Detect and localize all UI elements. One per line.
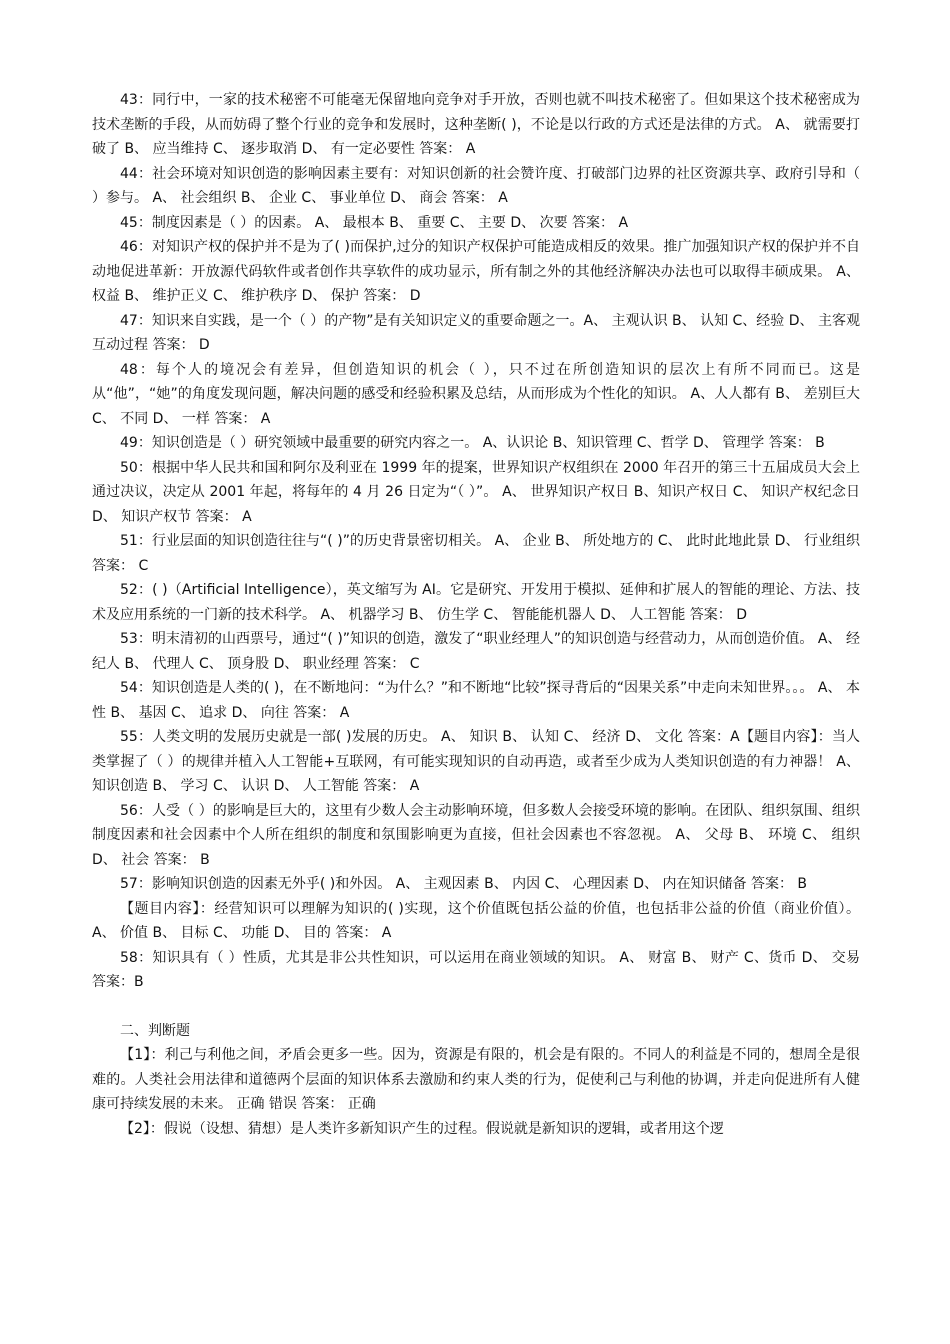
question-48: 48：每个人的境况会有差异，但创造知识的机会（ ），只不过在所创造知识的层次上有所不同而已。这是从“他”，“她”的角度发现问题，解决问题的感受和经验积累及总结，从而形成为个性化的知识。 A、人人都有 B、 差别巨大 C、 不同 D、 一样 答案： A <box>92 361 860 427</box>
question-56: 56：人受（ ）的影响是巨大的，这里有少数人会主动影响环境，但多数人会接受环境的影响。在团队、组织氛围、组织制度因素和社会因素中个人所在组织的制度和氛围影响更为直接，但社会因素也不容忽视。 A、 父母 B、 环境 C、 组织 D、 社会 答案： B <box>92 802 860 868</box>
question-50: 50：根据中华人民共和国和阿尔及利亚在 1999 年的提案，世界知识产权组织在 2000 年召开的第三十五届成员大会上通过决议，决定从 2001 年起，将每年的 4 月 26 日定为“（ ）”。 A、 世界知识产权日 B、知识产权日 C、 知识产权纪念日 D、 知识产权节 答案： A <box>92 459 860 525</box>
question-43: 43：同行中，一家的技术秘密不可能毫无保留地向竞争对手开放，否则也就不叫技术秘密了。但如果这个技术秘密成为技术垄断的手段，从而妨碍了整个行业的竞争和发展时，这种垄断( )，不论是以行政的方式还是法律的方式。 A、 就需要打破了 B、 应当维持 C、 逐步取消 D、 有一定必要性 答案： A <box>92 92 860 157</box>
section-heading-true-false: 二、判断题 <box>120 1022 190 1039</box>
question-57: 57：影响知识创造的因素无外乎( )和外因。 A、 主观因素 B、 内因 C、 心理因素 D、 内在知识储备 答案： B <box>120 876 808 892</box>
question-45: 45：制度因素是（ ）的因素。 A、 最根本 B、 重要 C、 主要 D、 次要 答案： A <box>120 214 629 231</box>
question-58: 58：知识具有（ ）性质，尤其是非公共性知识，可以运用在商业领域的知识。 A、 财富 B、 财产 C、货币 D、 交易 答案：B <box>92 949 860 990</box>
question-47: 47：知识来自实践，是一个（ ）的产物”是有关知识定义的重要命题之一。A、 主观认识 B、 认知 C、经验 D、 主客观互动过程 答案： D <box>92 312 860 353</box>
document-page <box>92 88 860 1141</box>
judgment-item-2: 【2】：假说（设想、猜想）是人类许多新知识产生的过程。假说就是新知识的逻辑，或者用这个逻 <box>120 1120 724 1137</box>
question-unnumbered: 【题目内容】：经营知识可以理解为知识的( )实现，这个价值既包括公益的价值，也包括非公益的价值（商业价值）。 A、 价值 B、 目标 C、 功能 D、 目的 答案： A <box>92 900 860 941</box>
question-54: 54：知识创造是人类的( )，在不断地问：“为什么？”和不断地“比较”探寻背后的“因果关系”中走向未知世界。。。 A、 本性 B、 基因 C、 追求 D、 向往 答案： A <box>92 680 860 721</box>
question-55: 55：人类文明的发展历史就是一部( )发展的历史。 A、 知识 B、 认知 C、 经济 D、 文化 答案：A【题目内容】：当人类掌握了（ ）的规律并植入人工智能+互联网，有可能实现知识的自动再造，或者至少成为人类知识创造的有力神器！ A、 知识创造 B、 学习 C、 认识 D、 人工智能 答案： A <box>92 729 860 794</box>
question-53: 53：明末清初的山西票号，通过“( )”知识的创造，激发了“职业经理人”的知识创造与经营动力，从而创造价值。 A、 经纪人 B、 代理人 C、 顶身股 D、 职业经理 答案： C <box>92 631 860 672</box>
judgment-item-1: 【1】：利己与利他之间，矛盾会更多一些。因为，资源是有限的，机会是有限的。不同人的利益是不同的，想周全是很难的。人类社会用法律和道德两个层面的知识体系去激励和约束人类的行为，促使利己与利他的协调，并走向促进所有人健康可持续发展的未来。 正确 错误 答案： 正确 <box>92 1047 860 1112</box>
question-51: 51：行业层面的知识创造往往与“( )”的历史背景密切相关。 A、 企业 B、 所处地方的 C、 此时此地此景 D、 行业组织 答案： C <box>92 533 860 574</box>
question-44: 44：社会环境对知识创造的影响因素主要有：对知识创新的社会赞许度、打破部门边界的社区资源共享、政府引导和（ ）参与。 A、 社会组织 B、 企业 C、 事业单位 D、 商会 答案： A <box>92 165 860 206</box>
question-52: 52：( )（Artificial Intelligence），英文缩写为 AI。它是研究、开发用于模拟、延伸和扩展人的智能的理论、方法、技术及应用系统的一门新的技术科学。 A、 机器学习 B、 仿生学 C、 智能能机器人 D、 人工智能 答案： D <box>92 582 860 623</box>
question-49: 49：知识创造是（ ）研究领域中最重要的研究内容之一。 A、认识论 B、知识管理 C、哲学 D、 管理学 答案： B <box>120 435 825 451</box>
question-46: 46：对知识产权的保护并不是为了( )而保护,过分的知识产权保护可能造成相反的效果。推广加强知识产权的保护并不自动地促进革新：开放源代码软件或者创作共享软件的成功显示，所有制之外的其他经济解决办法也可以取得丰硕成果。 A、 权益 B、 维护正义 C、 维护秩序 D、 保护 答案： D <box>92 239 860 304</box>
